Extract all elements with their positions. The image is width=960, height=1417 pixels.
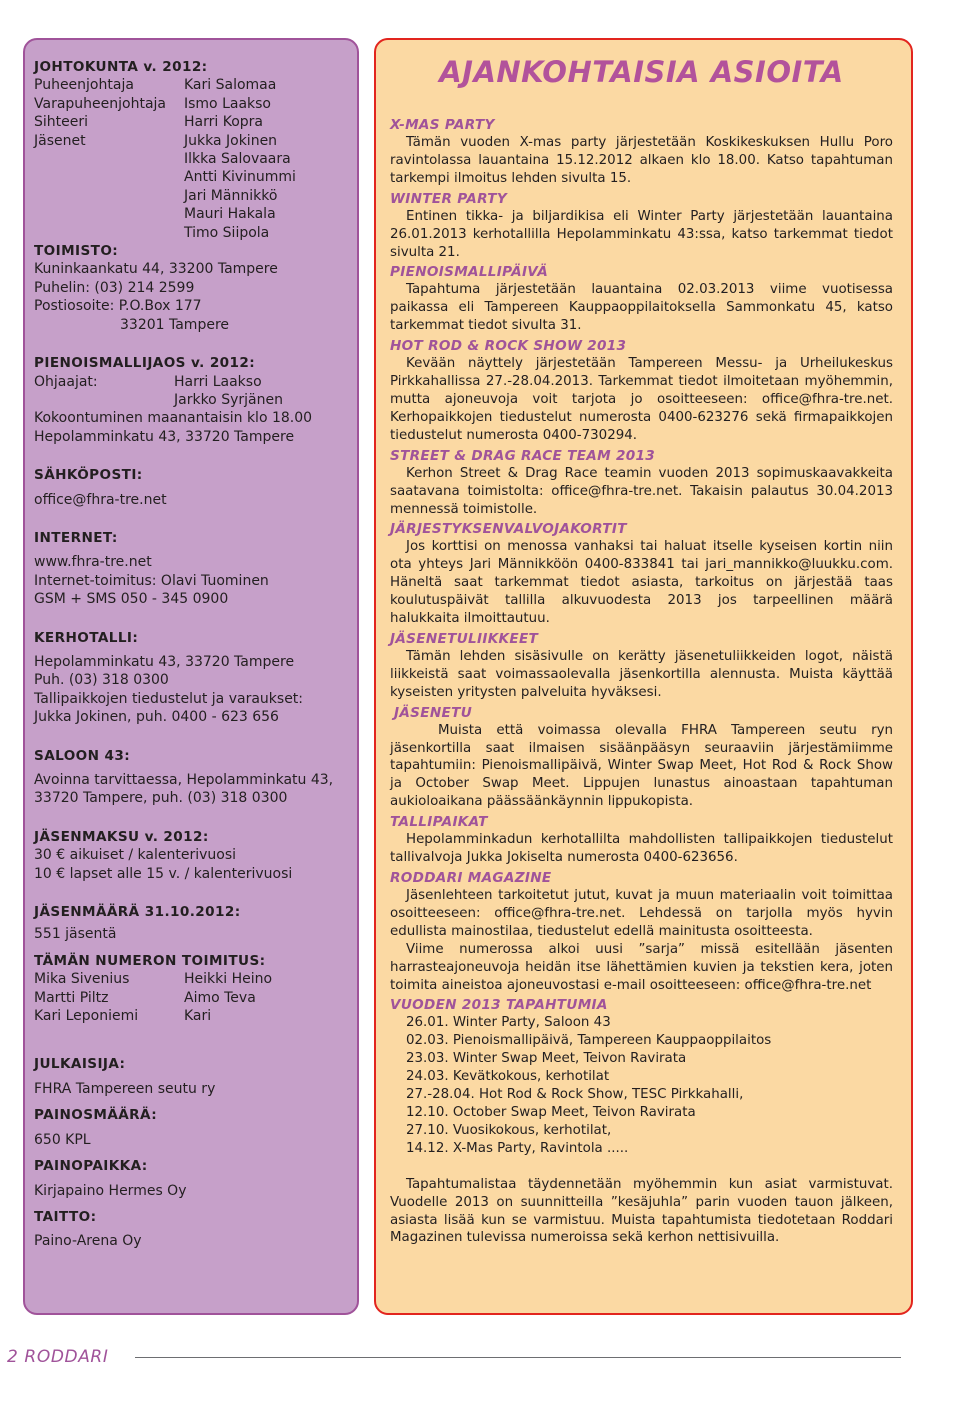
schedule-item: 27.-28.04. Hot Rod & Rock Show, TESC Pirkkahalli, [406,1087,744,1103]
club-line: Puh. (03) 318 0300 [34,672,169,689]
closing-text: Tapahtumalistaa täydennetään myöhemmin kun asiat varmistuvat. Vuodelle 2013 on suunnitteilla ”kesäjuhla” parin vuoden tauon jälkeen, asiasta lisää kun se varmistuu. Muista tapahtumista tiedotetaan Roddari Magazinen tulevissa numeroissa sekä kerhon nettisivuilla. [390,1176,893,1246]
internet-line: GSM + SMS 050 - 345 0900 [34,591,229,608]
section-text: Jos korttisi on menossa vanhaksi tai haluat itselle kyseisen kortin niin ota yhteys Jari Männikköön 0400-833841 tai jari_mannikko@luukku.com. Häneltä saat tarkemmat tiedot asiasta, tarkoitus on järjestää taas koulutuspäivät tallilla alkuvuodesta 2013 jos tarpeellinen määrä halukkaita ilmoittautuu. [390,539,893,627]
saloon-line: Avoinna tarvittaessa, Hepolamminkatu 43, [34,772,334,788]
schedule-item: 02.03. Pienoismallipäivä, Tampereen Kauppaoppilaitos [406,1033,772,1049]
section-heading-security-cards: JÄRJESTYKSENVALVOJAKORTIT [390,521,627,538]
section-heading-stalls: TALLIPAIKAT [390,814,488,831]
schedule-item: 26.01. Winter Party, Saloon 43 [406,1015,611,1031]
board-row: Varapuheenjohtaja Ismo Laakso [34,95,272,112]
board-title: JOHTOKUNTA v. 2012: [34,59,208,75]
internet-title: INTERNET: [34,529,118,546]
section-heading-member-shops: JÄSENETULIIKKEET [390,630,539,647]
section-text: Muista että voimassa olevalla FHRA Tampereen seutu ryn jäsenkortilla saat ilmaisen sisäänpääsyn seuraaviin järjestämiimme tapahtumiin: Pienoismallipäivä, Winter Swap Meet, Hot Rod & Rock Show ja October Swap Meet. Lippujen lunastus ainoastaan tapahtuman aukioloaikana päässäänkäynnin lippukopista. [390,722,893,810]
layout-title: TAITTO: [34,1208,97,1225]
section-text: Tämän vuoden X-mas party järjestetään Koskikeskuksen Hullu Poro ravintolassa lauantaina 15.12.2012 alkaen klo 18.00. Katso tapahtuman tarkempi ilmoitus lehden sivulta 15. [390,135,893,186]
print-count-title: PAINOSMÄÄRÄ: [34,1107,158,1124]
club-line: Hepolamminkatu 43, 33720 Tampere [34,653,295,670]
section-text: Kerhon Street & Drag Race teamin vuoden 2013 sopimuskaavakkeita saatavana toimistolta: office@fhra-tre.net. Takaisin palautus 30.04.2013 mennessä toimistolle. [390,465,893,517]
section-heading-magazine: RODDARI MAGAZINE [390,870,552,886]
office-postbox-city: 33201 Tampere [120,316,229,333]
meeting-line: Hepolamminkatu 43, 33720 Tampere [34,428,295,445]
club-line: Jukka Jokinen, puh. 0400 - 623 656 [34,709,279,726]
fee-line: 30 € aikuiset / kalenterivuosi [34,847,237,864]
fee-title: JÄSENMAKSU v. 2012: [34,828,209,845]
printer-title: PAINOPAIKKA: [34,1158,148,1175]
office-line: Kuninkaankatu 44, 33200 Tampere [34,261,278,278]
board-member: Timo Siipola [184,224,270,241]
website-link[interactable]: www.fhra-tre.net [34,554,152,571]
section-text: Entinen tikka- ja biljardikisa eli Winter Party järjestetään lauantaina 26.01.2013 kerhotallilla Hepolamminkatu 43:ssa, katso tarkemmat tiedot sivulta 21. [390,208,893,260]
section-heading-drag-team: STREET & DRAG RACE TEAM 2013 [390,447,655,464]
member-count-title: JÄSENMÄÄRÄ 31.10.2012: [34,904,241,921]
footer-rule [135,1357,901,1358]
printer: Kirjapaino Hermes Oy [34,1182,187,1199]
news-title: AJANKOHTAISIA ASIOITA [439,55,844,89]
board-row: Puheenjohtaja Kari Salomaa [34,77,277,94]
publisher: FHRA Tampereen seutu ry [34,1080,216,1097]
schedule-item: 14.12. X-Mas Party, Ravintola ..... [406,1140,629,1156]
board-member: Antti Kivinummi [184,169,296,186]
coaches-row: Ohjaajat: Harri Laakso [34,373,262,390]
staff-row: Mika Sivenius Heikki Heino [34,971,273,988]
section-heading-events-2013: VUODEN 2013 TAPAHTUMIA [390,997,608,1014]
layout-by: Paino-Arena Oy [34,1233,142,1250]
info-panel [23,38,359,1315]
club-line: Tallipaikkojen tiedustelut ja varaukset: [34,690,304,707]
internet-line: Internet-toimitus: Olavi Tuominen [34,572,269,589]
section-text: Tämän lehden sisäsivulle on kerätty jäsenetuliikkeiden logot, näistä liikkeistä saat voimassaolevalla jäsenkortilla alennusta. Muista käyttää kyseisten yritysten palveluita hyväksesi. [390,648,893,700]
schedule-item: 24.03. Kevätkokous, kerhotilat [406,1069,610,1085]
office-line: Puhelin: (03) 214 2599 [34,279,195,296]
publisher-title: JULKAISIJA: [34,1056,126,1073]
office-line: Postiosoite: P.O.Box 177 [34,298,202,315]
saloon-line: 33720 Tampere, puh. (03) 318 0300 [34,790,288,807]
staff-title: TÄMÄN NUMERON TOIMITUS: [34,952,266,969]
board-member: Jari Männikkö [184,187,278,204]
email-link[interactable]: office@fhra-tre.net [34,491,167,508]
news-panel [374,38,913,1315]
section-text: Jäsenlehteen tarkoitetut jutut, kuvat ja muun materiaalin voit toimittaa osoitteeseen: office@fhra-tre.net. Lehdessä on tarjolla myös hyvin edullista mainostilaa, tiedustelut edellä mainitusta osoitteesta. [390,888,893,939]
section-heading-models-day: PIENOISMALLIPÄIVÄ [390,264,549,281]
print-count: 650 KPL [34,1131,91,1148]
board-member: Mauri Hakala [184,206,276,223]
board-row: Jäsenet Jukka Jokinen [34,132,278,149]
meeting-line: Kokoontuminen maanantaisin klo 18.00 [34,410,313,427]
member-count: 551 jäsentä [34,926,117,943]
models-title: PIENOISMALLIJAOS v. 2012: [34,355,256,372]
board-member: Ilkka Salovaara [184,151,291,168]
section-text: Viime numerossa alkoi uusi ”sarja” missä esitellään jäsenten harrasteajoneuvoja heidän itse lähettämien kuvien ja tekstien kera, joten toimita aineistoa ajoneuvostasi e-mail osoitteeseen: office@fhra-tre.net [390,941,893,993]
section-text: Hepolamminkadun kerhotallilta mahdollisten tallipaikkojen tiedustelut tallivalvoja Jukka Jokiselta numerosta 0400-623656. [390,832,893,866]
coach-name: Jarkko Syrjänen [174,391,283,408]
schedule-item: 12.10. October Swap Meet, Teivon Ravirata [406,1104,696,1120]
section-heading-xmas: X-MAS PARTY [390,117,495,133]
email-title: SÄHKÖPOSTI: [34,467,143,484]
section-text: Kevään näyttely järjestetään Tampereen Messu- ja Urheilukeskus Pirkkahallissa 27.-28.04.2013. Tarkemmat tiedot ilmoitetaan myöhemmin, mutta ajoneuvoja voit tarjota jo osoitteeseen: office@fhra-tre.net. Kerhopaikkojen tiedustelut numerosta 0400-623276 sekä firmapaikkojen tiedustelut numerosta 0400-730294. [390,356,893,443]
section-heading-hotrod: HOT ROD & ROCK SHOW 2013 [390,338,627,355]
page-label: 2 RODDARI [7,1347,109,1367]
schedule-item: 23.03. Winter Swap Meet, Teivon Ravirata [406,1051,687,1067]
schedule-item: 27.10. Vuosikokous, kerhotilat, [406,1122,612,1138]
section-text: Tapahtuma järjestetään lauantaina 02.03.2013 viime vuotisessa paikassa eli Tampereen Kauppaoppilaitoksella Sammonkatu 45, katso tarkemmat tiedot sivulta 31. [390,282,893,334]
staff-row: Kari Leponiemi Kari [34,1008,212,1025]
club-title: KERHOTALLI: [34,629,139,646]
saloon-title: SALOON 43: [34,747,131,764]
event-schedule [390,1014,893,1157]
office-title: TOIMISTO: [34,243,119,260]
section-heading-member-benefit: JÄSENETU [394,704,473,721]
staff-row: Martti Piltz Aimo Teva [34,989,256,1006]
fee-line: 10 € lapset alle 15 v. / kalenterivuosi [34,865,293,882]
section-heading-winter: WINTER PARTY [390,190,507,207]
board-row: Sihteeri Harri Kopra [34,114,263,131]
